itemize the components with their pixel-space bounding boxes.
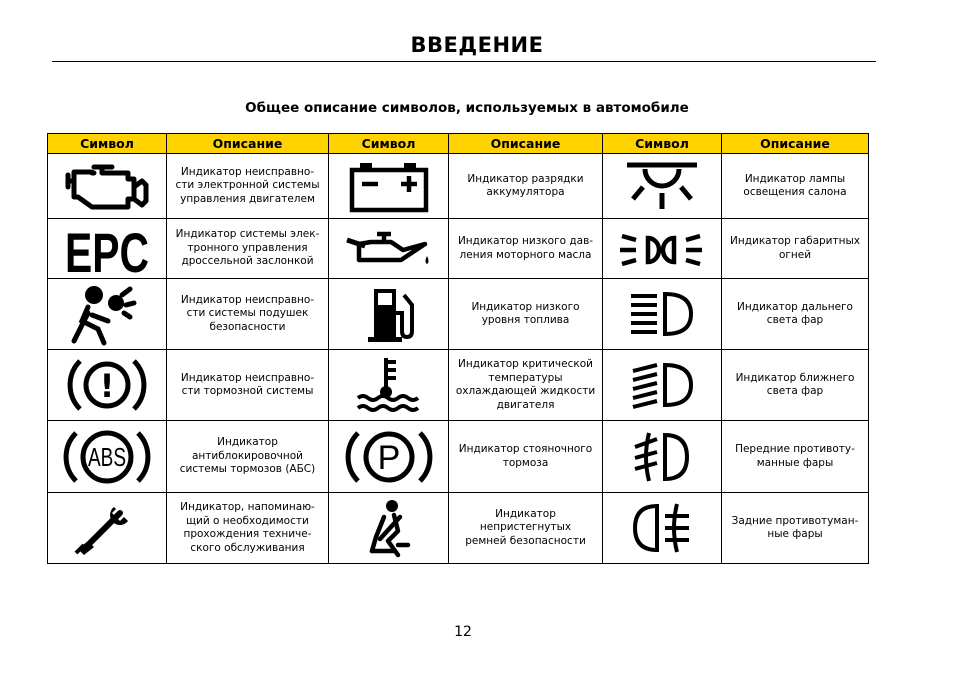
exclamation-mark: ! <box>99 367 115 405</box>
description-cell <box>449 493 603 564</box>
description-text: Индикатор низкого дав- ления моторного масла <box>457 235 594 261</box>
symbol-cell <box>329 154 449 219</box>
brake-warning-icon <box>62 353 152 417</box>
description-text: Индикатор неисправно- сти системы подушек безопасности <box>180 293 315 333</box>
description-text: Индикатор неисправно- сти электронной системы управления двигателем <box>175 165 320 205</box>
symbol-cell <box>329 493 449 564</box>
column-header-description: Описание <box>167 134 329 154</box>
rear-fog-lights-icon <box>619 498 705 558</box>
description-cell <box>167 279 329 350</box>
table-row <box>48 154 869 219</box>
description-text: Индикатор системы элек- тронного управления дроссельной заслонкой <box>175 228 320 268</box>
symbols-table <box>47 133 869 564</box>
description-text: Задние противотуман- ные фары <box>731 514 859 540</box>
oil-can-icon <box>343 222 435 276</box>
description-cell <box>449 421 603 493</box>
description-cell <box>167 154 329 219</box>
description-cell <box>449 279 603 350</box>
symbol-cell <box>603 279 722 350</box>
battery-icon <box>346 159 432 213</box>
symbol-cell <box>48 493 167 564</box>
description-text: Индикатор неисправно- сти тормозной системы <box>180 371 315 397</box>
symbol-cell <box>48 350 167 421</box>
description-cell <box>167 493 329 564</box>
fuel-pump-icon <box>346 283 432 345</box>
table-row <box>48 219 869 279</box>
epc-label: EPC <box>65 220 149 284</box>
page-number: 12 <box>454 624 472 640</box>
description-text: Индикатор ближнего света фар <box>735 371 855 397</box>
description-cell <box>449 154 603 219</box>
table-row <box>48 493 869 564</box>
description-cell <box>722 219 869 279</box>
parking-brake-letter: P <box>377 438 400 477</box>
description-text: Индикатор критической температуры охлаждающей жидкости двигателя <box>455 358 596 411</box>
description-text: Индикатор низкого уровня топлива <box>471 300 580 326</box>
low-beam-icon <box>619 357 705 413</box>
symbol-cell <box>329 350 449 421</box>
description-cell <box>167 421 329 493</box>
description-cell <box>722 279 869 350</box>
abs-label: ABS <box>88 441 126 472</box>
column-header-symbol: Символ <box>48 134 167 154</box>
description-cell <box>167 350 329 421</box>
description-text: Индикатор габаритных огней <box>730 235 860 261</box>
seatbelt-icon <box>346 497 432 559</box>
wrench-icon <box>64 497 150 559</box>
coolant-temperature-icon <box>346 354 432 416</box>
symbol-cell <box>603 154 722 219</box>
description-text: Индикатор дальнего света фар <box>737 300 853 326</box>
description-text: Индикатор стояночного тормоза <box>458 443 593 469</box>
symbol-cell <box>329 421 449 493</box>
table-row <box>48 421 869 493</box>
section-subtitle: Общее описание символов, используемых в автомобиле <box>245 100 689 116</box>
description-cell <box>449 219 603 279</box>
symbol-cell <box>603 219 722 279</box>
description-cell <box>722 154 869 219</box>
parking-lights-icon <box>612 222 712 276</box>
check-engine-icon <box>64 159 150 213</box>
symbol-cell <box>48 421 167 493</box>
symbol-cell <box>329 279 449 350</box>
front-fog-lights-icon <box>619 427 705 487</box>
table-row <box>48 350 869 421</box>
description-cell <box>449 350 603 421</box>
description-text: Индикатор антиблокировочной системы тормозов (АБС) <box>179 436 316 476</box>
column-header-symbol: Символ <box>603 134 722 154</box>
symbol-cell <box>48 279 167 350</box>
abs-icon <box>62 425 152 489</box>
high-beam-icon <box>619 286 705 342</box>
symbol-cell <box>603 493 722 564</box>
symbol-cell <box>329 219 449 279</box>
description-text: Индикатор, напоминаю- щий о необходимости прохождения техниче- ского обслуживания <box>180 501 315 554</box>
description-cell <box>167 219 329 279</box>
title-divider <box>52 61 876 62</box>
column-header-description: Описание <box>722 134 869 154</box>
description-text: Индикатор непристегнутых ремней безопасности <box>465 507 586 547</box>
description-text: Индикатор разрядки аккумулятора <box>467 172 584 198</box>
column-header-symbol: Символ <box>329 134 449 154</box>
table-header-row <box>48 134 869 154</box>
column-header-description: Описание <box>449 134 603 154</box>
symbol-cell <box>48 154 167 219</box>
symbol-cell <box>48 219 167 284</box>
description-cell <box>722 350 869 421</box>
description-cell <box>722 493 869 564</box>
table-row <box>48 279 869 350</box>
epc-icon <box>62 220 152 284</box>
symbol-cell <box>603 350 722 421</box>
airbag-icon <box>64 283 150 345</box>
parking-brake-icon <box>344 425 434 489</box>
interior-lamp-icon <box>619 159 705 213</box>
page-title: ВВЕДЕНИЕ <box>410 33 544 57</box>
description-text: Индикатор лампы освещения салона <box>743 172 847 198</box>
description-text: Передние противоту- манные фары <box>735 443 855 469</box>
symbol-cell <box>603 421 722 493</box>
description-cell <box>722 421 869 493</box>
